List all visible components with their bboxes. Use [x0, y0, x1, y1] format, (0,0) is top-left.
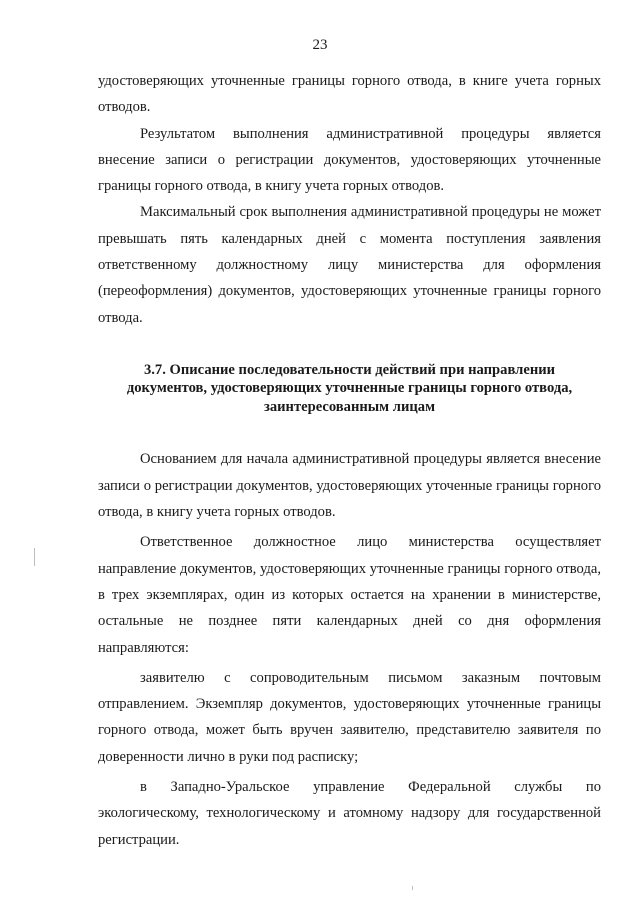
page-number: 23: [312, 37, 328, 53]
paragraph-basis: Основанием для начала административной процедуры является внесение записи о регистрации документов, удостоверяющих уточенные границы горного отвода, в книгу учета горных отводов.: [98, 451, 601, 521]
paragraph-max-term: Максимальный срок выполнения административной процедуры не может превышать пять календарных дней с момента поступления заявления ответственному должностному лицу министерства для оформления (переоформления) документов, удостоверяющих уточненные границы горного отвода.: [98, 204, 601, 326]
paragraph-responsible-official: Ответственное должностное лицо министерства осуществляет направление документов, удостоверяющих уточненные границы горного отвода, в трех экземплярах, один из которых остается на хранении в министерстве, остальные не позднее пяти календарных дней со дня оформления направляются:: [98, 534, 601, 656]
paragraph-continuation: удостоверяющих уточненные границы горного отвода, в книге учета горных отводов.: [98, 73, 601, 116]
section-heading: [98, 361, 601, 417]
scan-artifact-line: [34, 548, 35, 566]
section-heading-line-3: заинтересованным лицам: [263, 398, 436, 415]
paragraph-to-applicant: заявителю с сопроводительным письмом заказным почтовым отправлением. Экземпляр документов, удостоверяющих уточненные границы горного отвода, может быть вручен заявителю, представителю заявителя по доверенности лично в руки под расписку;: [98, 669, 601, 765]
paragraph-result: Результатом выполнения административной процедуры является внесение записи о регистрации документов, удостоверяющих уточненные границы горного отвода, в книгу учета горных отводов.: [98, 125, 601, 195]
document-body: [98, 68, 601, 853]
scan-artifact-mark: [412, 886, 413, 890]
section-heading-line-1: 3.7. Описание последовательности действий при направлении: [143, 361, 556, 378]
section-heading-line-2: документов, удостоверяющих уточненные границы горного отвода,: [126, 380, 573, 397]
paragraph-to-rostekhnadzor: в Западно-Уральское управление Федеральной службы по экологическому, технологическому и атомному надзору для государственной регистрации.: [98, 779, 601, 848]
